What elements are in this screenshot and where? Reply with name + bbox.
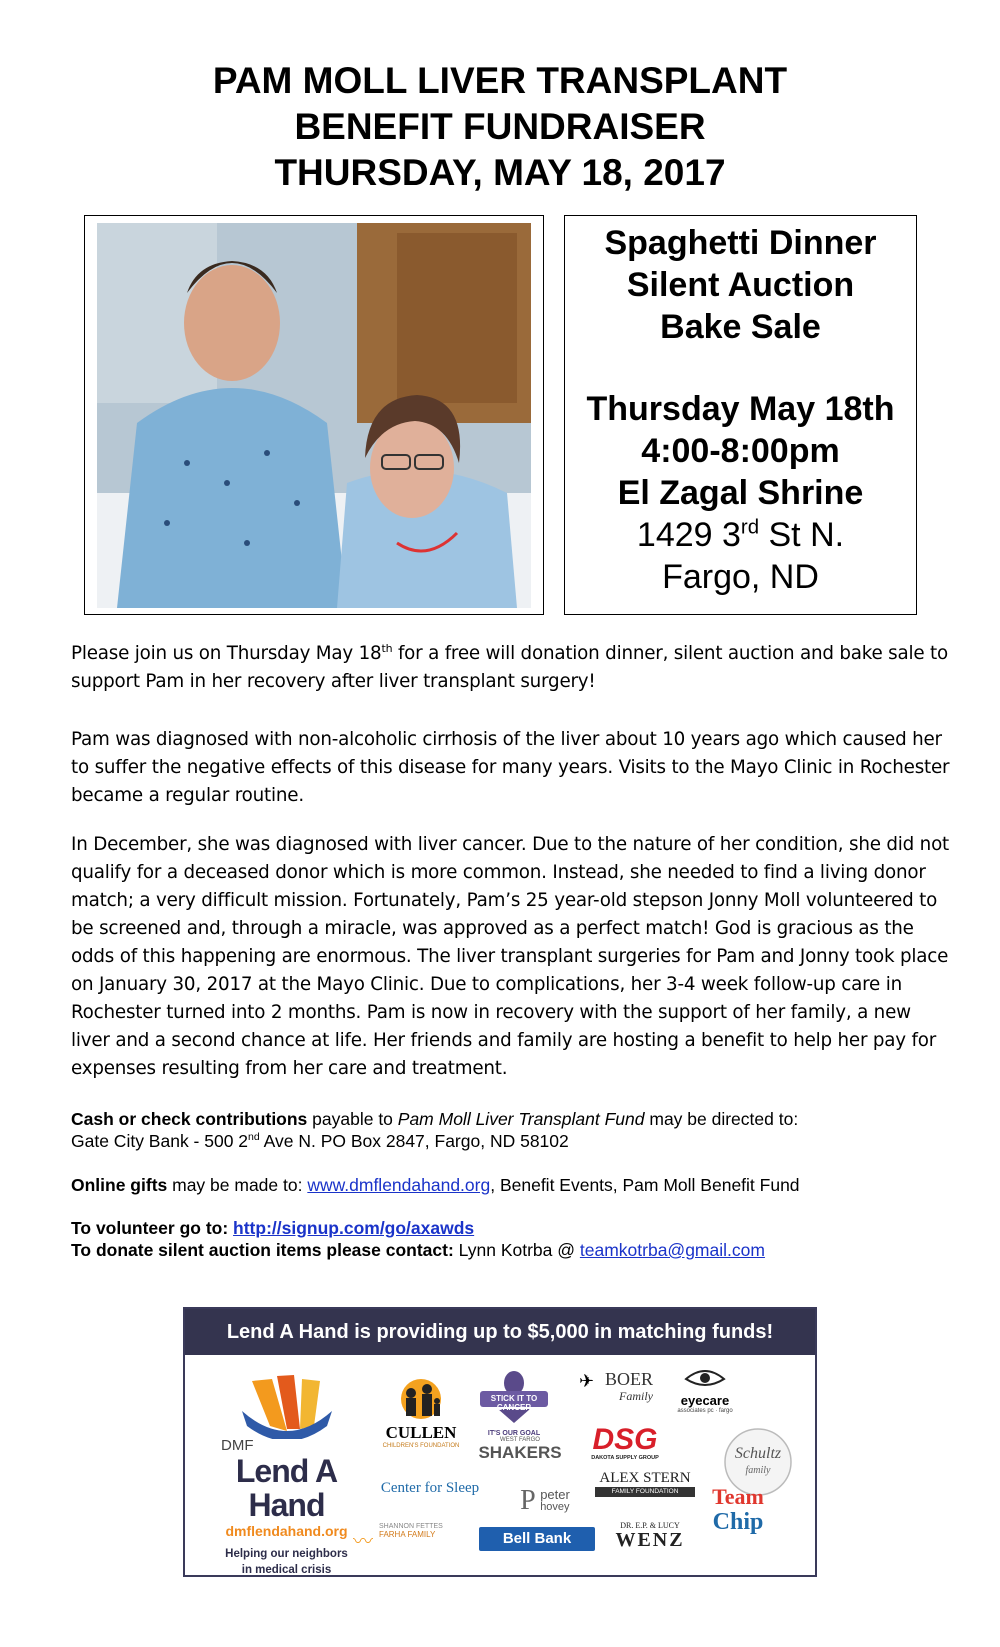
boer-label: BOER — [604, 1369, 653, 1389]
event-venue: El Zagal Shrine — [617, 474, 864, 512]
contact-email-link[interactable]: teamkotrba@gmail.com — [579, 1240, 765, 1260]
stick-sub-label: IT'S OUR GOAL — [487, 1430, 541, 1437]
chip-label: Chip — [712, 1509, 764, 1535]
hovey-label: hovey — [540, 1501, 570, 1513]
farha-label: FARHA FAMILY — [379, 1530, 436, 1539]
lend-a-hand-label: Lend A Hand — [235, 1453, 338, 1523]
wenz-label: WENZ — [615, 1529, 685, 1551]
dsg-label: DSG — [592, 1423, 658, 1456]
bird-icon: ✈ — [579, 1371, 595, 1391]
online-gifts-info: Online gifts may be made to: www.dmflendahand.org, Benefit Events, Pam Moll Benefit Fund — [71, 1175, 800, 1195]
peter-label: peter — [540, 1487, 570, 1502]
event-date: Thursday May 18th — [586, 390, 895, 428]
eyecare-sub-label: associates pc · fargo — [677, 1408, 733, 1414]
shakers-top-label: WEST FARGO — [500, 1437, 540, 1443]
activity-auction: Silent Auction — [626, 266, 855, 304]
cullen-sub-label: CHILDREN'S FOUNDATION — [382, 1443, 460, 1449]
title-line-3: THURSDAY, MAY 18, 2017 — [274, 152, 726, 193]
dmf-tagline-2: in medical crisis — [241, 1564, 332, 1576]
alex-stern-logo — [595, 1469, 695, 1497]
dsg-sub-label: DAKOTA SUPPLY GROUP — [591, 1455, 659, 1461]
bell-bank-logo — [479, 1527, 595, 1551]
eyecare-logo — [661, 1365, 749, 1414]
dsg-logo — [577, 1425, 673, 1461]
alex-stern-label: ALEX STERN — [599, 1470, 691, 1486]
bell-bank-label: Bell Bank — [502, 1530, 572, 1547]
alex-stern-sub-label: FAMILY FOUNDATION — [595, 1487, 695, 1497]
wenz-logo — [605, 1521, 695, 1550]
volunteer-signup-link[interactable]: http://signup.com/go/axawds — [233, 1218, 475, 1238]
title-line-2: BENEFIT FUNDRAISER — [294, 106, 706, 147]
eye-icon — [684, 1365, 726, 1389]
boer-sub-label: Family — [619, 1389, 653, 1403]
hands-icon — [232, 1371, 342, 1439]
center-for-sleep-logo — [375, 1479, 485, 1497]
dmf-label: DMF — [221, 1437, 254, 1454]
team-chip-logo — [703, 1485, 773, 1535]
shakers-logo — [475, 1437, 565, 1463]
peter-hovey-p-icon: P — [520, 1485, 536, 1516]
dmf-lend-a-hand-logo — [199, 1371, 374, 1578]
shannon-label: SHANNON FETTES — [379, 1523, 443, 1530]
donate-info: To donate silent auction items please contact: Lynn Kotrba @ teamkotrba@gmail.com — [71, 1240, 765, 1260]
boer-family-logo — [573, 1369, 653, 1404]
stick-label: STICK IT TO CANCER — [490, 1394, 538, 1412]
farha-family-logo — [353, 1523, 473, 1553]
hospital-photo-illustration — [97, 223, 531, 608]
banner-heading: Lend A Hand is providing up to $5,000 in matching funds! — [185, 1309, 815, 1355]
dmf-url-label: dmflendahand.org — [225, 1523, 348, 1539]
peter-hovey-logo — [505, 1485, 585, 1517]
cullen-logo — [381, 1377, 461, 1450]
event-time: 4:00-8:00pm — [641, 432, 840, 470]
matching-funds-banner — [183, 1307, 817, 1577]
schultz-sub-label: family — [745, 1465, 771, 1476]
eyecare-label: eyecare — [680, 1393, 730, 1408]
stick-it-to-cancer-logo — [475, 1369, 553, 1437]
swoosh-icon: 〰 — [353, 1531, 373, 1553]
dmf-tagline-1: Helping our neighbors — [225, 1548, 348, 1560]
cullen-label: CULLEN — [385, 1423, 457, 1442]
page-title — [0, 58, 1000, 196]
hospital-photo — [97, 223, 531, 608]
activity-bake-sale: Bake Sale — [660, 308, 821, 346]
activity-dinner: Spaghetti Dinner — [604, 224, 877, 262]
schultz-label: Schultz — [734, 1445, 782, 1462]
event-city: Fargo, ND — [662, 558, 819, 596]
team-label: Team — [712, 1484, 764, 1509]
event-activities — [565, 222, 916, 348]
shakers-label: SHAKERS — [478, 1443, 562, 1462]
event-address: 1429 3rd St N. — [636, 516, 845, 554]
photo-frame — [84, 215, 544, 615]
paragraph-diagnosis: Pam was diagnosed with non-alcoholic cirrhosis of the liver about 10 years ago which caused her to suffer the negative effects of this disease for many years. Visits to the Mayo Clinic in Rochester became a regular routine. — [71, 729, 950, 806]
volunteer-info: To volunteer go to: http://signup.com/go/axawds — [71, 1218, 475, 1238]
title-line-1: PAM MOLL LIVER TRANSPLANT — [212, 60, 788, 101]
cullen-family-icon — [393, 1377, 449, 1419]
contributions-info: Cash or check contributions payable to Pam Moll Liver Transplant Fund may be directed to: Gate City Bank - 500 2nd Ave N. PO Box 2847, Fargo, ND 58102 — [71, 1109, 799, 1151]
paragraph-invitation: Please join us on Thursday May 18th for a free will donation dinner, silent auction and bake sale to support Pam in her recovery after liver transplant surgery! — [71, 641, 948, 692]
dmf-website-link[interactable]: www.dmflendahand.org — [307, 1175, 491, 1195]
wenz-top-label: DR. E.P. & LUCY — [620, 1521, 680, 1530]
event-details-box — [564, 215, 917, 615]
sleep-label: Center for Sleep — [380, 1480, 480, 1496]
paragraph-story: In December, she was diagnosed with liver cancer. Due to the nature of her condition, she did not qualify for a deceased donor which is more common. Instead, she needed to find a living donor match; a very difficult mission. Fortunately, Pam’s 25 year-old stepson Jonny Moll volunteered to be screened and, through a miracle, was approved as a perfect match! God is gracious as the odds of this happening are enormous. The liver transplant surgeries for Pam and Jonny took place on January 30, 2017 at the Mayo Clinic. Due to complications, her 3-4 week follow-up care in Rochester turned into 2 months. Pam is now in recovery with the support of her family, a new liver and a second chance at life. Her friends and family are hosting a benefit to help her pay for expenses resulting from her care and treatment. — [71, 834, 950, 1079]
